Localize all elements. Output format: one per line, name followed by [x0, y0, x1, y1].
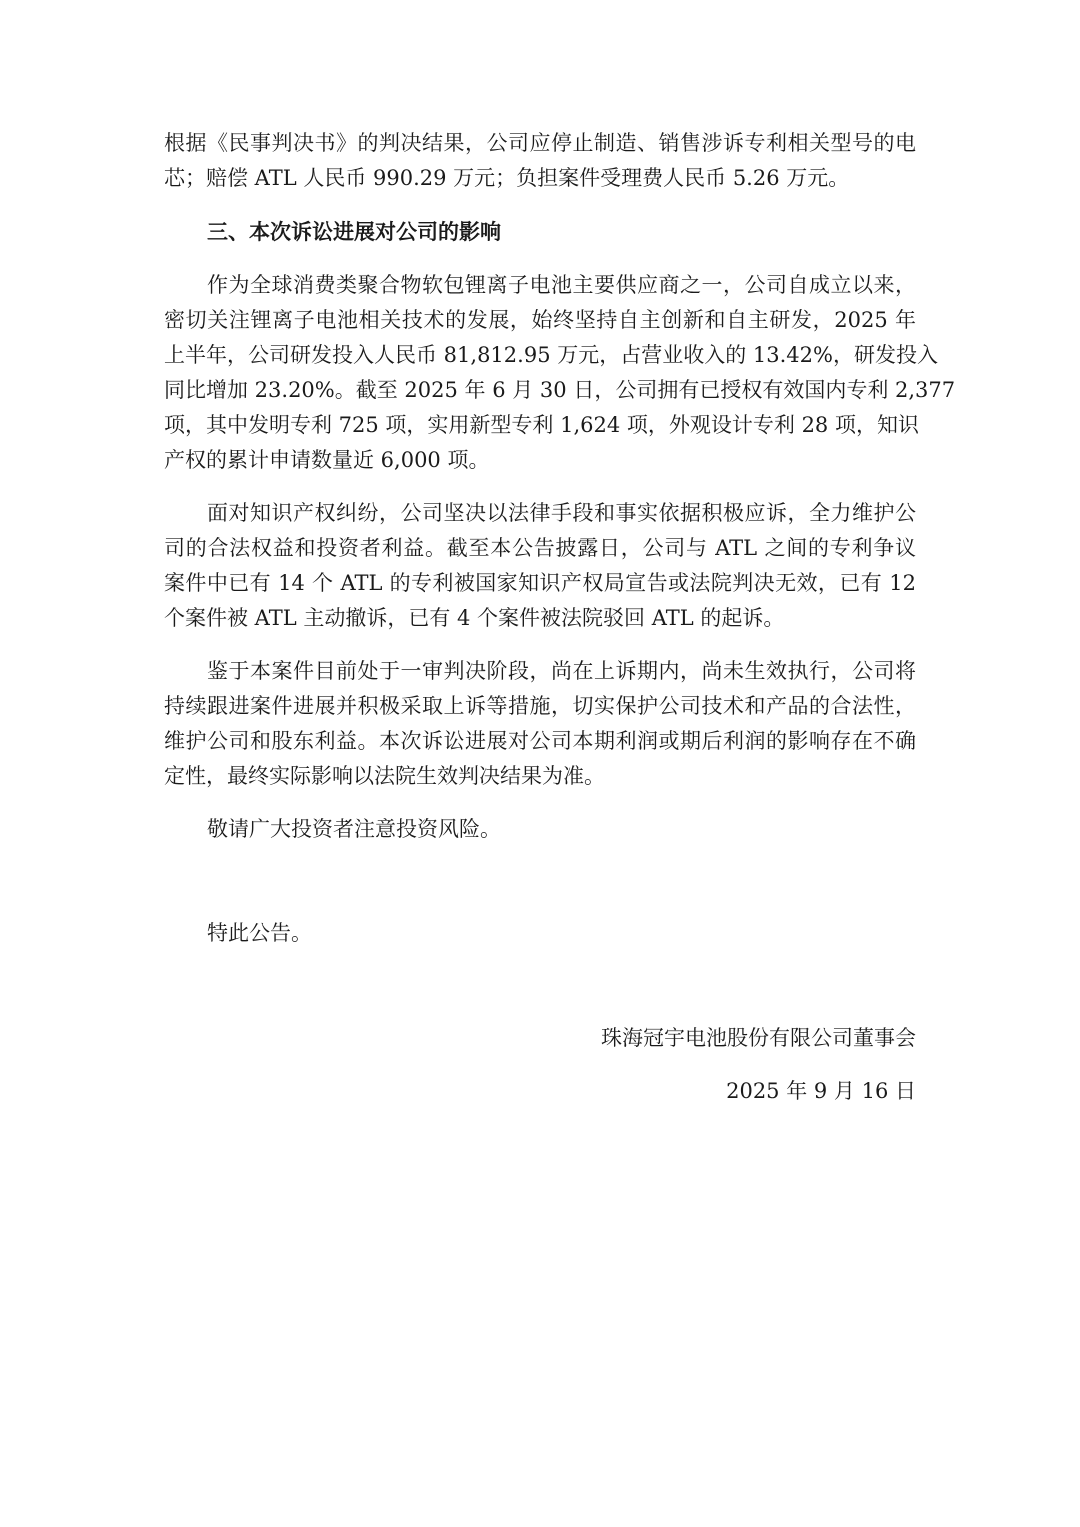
paragraph-line: 案件中已有 14 个 ATL 的专利被国家知识产权局宣告或法院判决无效，已有 12 — [164, 571, 916, 595]
paragraph-line: 面对知识产权纠纷，公司坚决以法律手段和事实依据积极应诉，全力维护公 — [207, 501, 916, 525]
section-heading: 三、本次诉讼进展对公司的影响 — [207, 219, 501, 244]
paragraph-line: 维护公司和股东利益。本次诉讼进展对公司本期利润或期后利润的影响存在不确 — [164, 729, 916, 753]
paragraph-line: 根据《民事判决书》的判决结果，公司应停止制造、销售涉诉专利相关型号的电 — [164, 131, 916, 155]
paragraph-line: 同比增加 23.20%。截至 2025 年 6 月 30 日，公司拥有已授权有效国内专利 2,377 — [164, 378, 956, 402]
paragraph-line: 项，其中发明专利 725 项，实用新型专利 1,624 项，外观设计专利 28 项，知识 — [164, 413, 919, 437]
paragraph-line: 上半年，公司研发投入人民币 81,812.95 万元，占营业收入的 13.42%，研发投入 — [164, 343, 938, 367]
paragraph-line: 个案件被 ATL 主动撤诉，已有 4 个案件被法院驳回 ATL 的起诉。 — [164, 606, 785, 630]
announcement-date: 2025 年 9 月 16 日 — [726, 1079, 916, 1103]
paragraph-line: 作为全球消费类聚合物软包锂离子电池主要供应商之一，公司自成立以来， — [207, 273, 916, 297]
paragraph-line: 司的合法权益和投资者利益。截至本公告披露日，公司与 ATL 之间的专利争议 — [164, 536, 916, 560]
intro-paragraph — [164, 126, 916, 196]
paragraph-appeal — [164, 654, 916, 794]
paragraph-line: 产权的累计申请数量近 6,000 项。 — [164, 448, 490, 472]
announcement-page — [164, 126, 956, 1109]
paragraph-line: 持续跟进案件进展并积极采取上诉等措施，切实保护公司技术和产品的合法性， — [164, 694, 916, 718]
paragraph-line: 密切关注锂离子电池相关技术的发展，始终坚持自主创新和自主研发，2025 年 — [164, 308, 916, 332]
paragraph-line: 鉴于本案件目前处于一审判决阶段，尚在上诉期内，尚未生效执行，公司将 — [207, 659, 916, 683]
paragraph-line: 定性，最终实际影响以法院生效判决结果为准。 — [164, 764, 605, 788]
paragraph-line: 芯；赔偿 ATL 人民币 990.29 万元；负担案件受理费人民币 5.26 万元。 — [164, 166, 850, 190]
closing-statement: 特此公告。 — [207, 921, 312, 945]
signatory-company: 珠海冠宇电池股份有限公司董事会 — [601, 1026, 916, 1050]
paragraph-rd-investment — [164, 268, 956, 478]
paragraph-ip-disputes — [164, 496, 916, 636]
risk-notice: 敬请广大投资者注意投资风险。 — [207, 817, 501, 841]
